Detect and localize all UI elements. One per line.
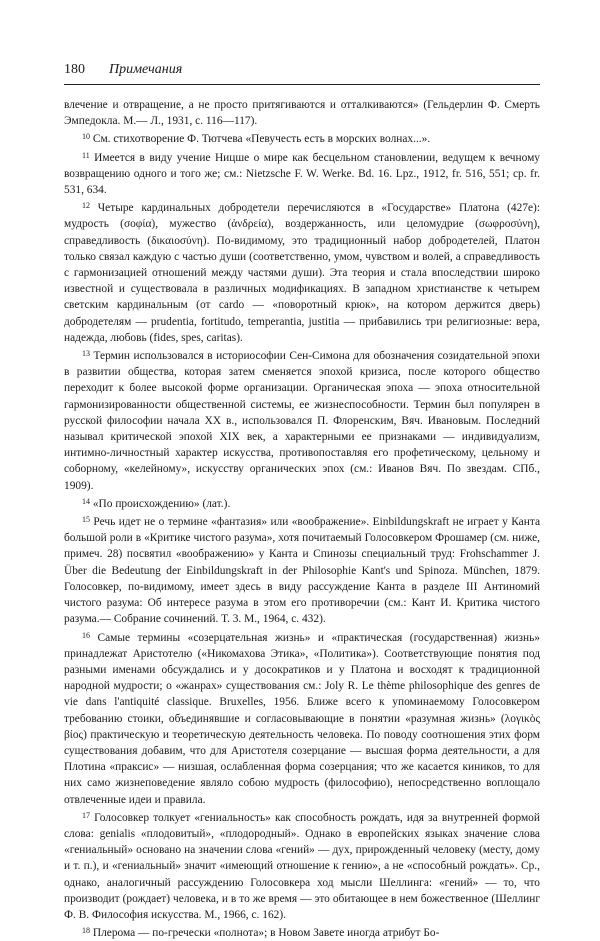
footnote-text: Имеется в виду учение Ницше о мире как бесцельном становлении, ведущем к вечному возвращению одного и того же; см.: Nietzsche F. W. Werke. Bd. 16. Lpz., 1912, fr. 516, 551; ср. fr. 531, 634. [64,151,540,197]
page-number: 180 [64,62,85,77]
footnote-number: 11 [82,150,90,160]
footnote [64,494,540,512]
footnote [64,923,540,941]
footnote [64,148,540,199]
footnote [64,512,540,627]
footnote-number: 16 [82,630,90,640]
footnote-number: 17 [82,810,90,820]
footnote-text: Речь идет не о термине «фантазия» или «воображение». Einbildungskraft не играет у Канта большой роли в «Критике чистого разума», хотя почитаемый Голосовкером Фрошамер (см. ниже, примеч. 28) посвятил «воображению» у Канта и Спинозы специальный труд: Frohschammer J. Über die Bedeutung der Einbildungskraft in der Philosophie Kant's und Spinoza. München, 1879. Голосовкер, по-видимому, имеет здесь в виду рассуждение Канта в разделе III Антиномий чистого разума: Об интересе разума в этом его противоречии (см.: Кант И. Критика чистого разума.— Собрание сочинений. Т. 3. М., 1964, с. 432). [64,516,540,626]
footnote-text: «По происхождению» (лат.). [92,497,231,510]
footnote-number: 15 [82,515,90,525]
footnote [64,808,540,923]
footnote [64,198,540,346]
footnote-text: Самые термины «созерцательная жизнь» и «практическая (государственная) жизнь» принадлежат Аристотелю («Никомахова Этика», «Политика»). Соответствующие понятия под разными именами обсуждались и у досократиков и у Платона и восходят к традиционной народной мудрости; о «жанрах» существования см.: Joly R. Le thème philosophique des genres de vie dans l'antiquité classique. Bruxelles, 1956. Ближе всего к упоминаемому Голосовкером требованию стоики, объединявшие и согласовывающие в понятии «разумная жизнь» (λογικὸς βίος) практическую и теоретическую деятельность человека. По поводу соотношения этих форм существования добавим, что для Аристотеля созерцание — высшая форма деятельности, а для Плотина «праксис» — низшая, ослабленная форма созерцания; что же касается киников, то для них само жизнеповедение являло собою мудрость (философию), непосредственно воплощало отвлеченные идеи и правила. [64,631,540,806]
footnote-text: Термин использовался в историософии Сен-Симона для обозначения созидательной эпохи в развитии общества, которая затем сменяется эпохой кризиса, после которого общество переходит к более высокой форме организации. Органическая эпоха — эпоха относительной гармонизированности общественной системы, ее жизнеспособности. Термин был популярен в русской философии начала XX в., использовался П. Флоренским, Вяч. Ивановым. Последний называл критической эпохой XIX век, а характерными ее признаками — индивидуализм, интимно-личностный характер искусства, противопоставляя его профетическому, цельному и соборному, «келейному», искусству органических эпох (см.: Иванов Вяч. По звездам. СПб., 1909). [64,350,540,492]
footnote-text: См. стихотворение Ф. Тютчева «Певучесть есть в морских волнах...». [92,133,431,146]
page-header [64,62,540,85]
footnote-number: 10 [82,132,90,142]
footnote-number: 13 [82,349,90,359]
footnote [64,129,540,147]
footnote-number: 18 [82,926,90,936]
footnote [64,346,540,494]
footnote-text: Четыре кардинальных добродетели перечисляются в «Государстве» Платона (427е): мудрость (σοφία), мужество (ἀνδρεία), воздержанность, или целомудрие (σωφροσύνη), справедливость (δικαιοσύνη). По-видимому, это традиционный набор добродетелей, Платон только связал каждую с частью души (соответственно, умом, чувством и волей, а справедливость с гармонизацией отношений между частями души). Эта теория и стала впоследствии широко известной и существовала в различных модификациях. В западном христианстве к четырем светским кардинальным (от cardo — «поворотный крюк», на котором держится дверь) добродетелям — prudentia, fortitudo, temperantia, justitia — прибавились три религиозные: вера, надежда, любовь (fides, spes, caritas). [64,202,540,344]
running-title: Примечания [109,62,183,77]
footnote-number: 12 [82,201,90,211]
footnote-text: Плерома — по-гречески «полнота»; в Новом Завете иногда атрибут Бо- [92,927,440,940]
note-continuation: влечение и отвращение, а не просто притягиваются и отталкиваются» (Гельдерлин Ф. Смерть Эмпедокла. М.— Л., 1931, с. 116—117). [64,99,540,128]
footnote-text: Голосовкер толкует «гениальность» как способность рождать, идя за внутренней формой слова: genialis «плодовитый», «плодородный». Однако в европейских языках значение слова «гениальный» основано на значении слова «гений» — дух, прирожденный человеку (месту, дому и т. п.), и «гениальный» значит «имеющий отношение к гению», а не «способный рождать». Ср., однако, аналогичный рассуждению Голосовкера ход мысли Шеллинга: «гений» — то, что производит (рождает) человека, и в то же время — это обитающее в нем божественное (Шеллинг Ф. В. Философия искусства. М., 1966, с. 162). [64,811,540,921]
footnote-number: 14 [82,496,90,506]
notes-body [64,97,540,941]
footnote [64,628,540,808]
